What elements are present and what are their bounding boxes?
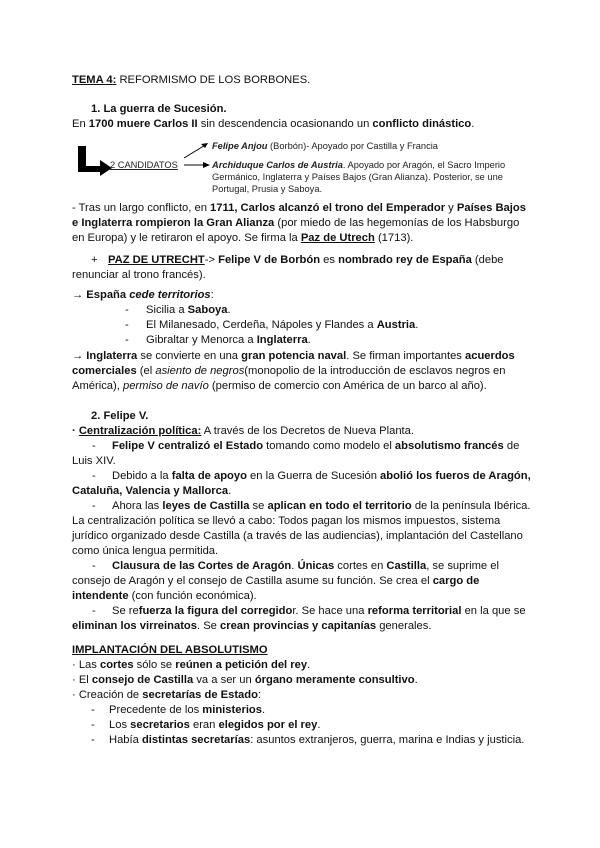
cede-item: Sicilia a Saboya. <box>146 304 231 316</box>
cede-territorios: → España cede territorios: <box>72 289 214 301</box>
absolutismo-line: · El consejo de Castilla va a ser un órgano meramente consultivo. <box>72 674 418 686</box>
section-2-heading: 2. Felipe V. <box>91 410 149 422</box>
felipe-item: - Debido a la falta de apoyo en la Guerra de Sucesión abolió los fueros de Aragón, Cataluña, Valencia y Mallorca. <box>72 470 531 497</box>
l-bracket-shape <box>78 146 112 176</box>
section-3-heading: IMPLANTACIÓN DEL ABSOLUTISMO <box>72 644 268 656</box>
cede-dash: - <box>125 334 129 346</box>
felipe-item: - Se refuerza la figura del corregidor. Se hace una reforma territorial en la que se eliminan los virreinatos. Se crean provincias y capitanías generales. <box>72 605 526 632</box>
title-label: TEMA 4 <box>72 74 113 86</box>
candidates-label: 2 CANDIDATOS <box>110 160 178 170</box>
paragraph-inglaterra: → Inglaterra se convierte en una gran potencia naval. Se firman importantes acuerdos comerciales (el asiento de negros(monopolio de la introducción de esclavos negros en América), permiso de navío (permiso de comercio con América de un barco al año). <box>72 350 515 392</box>
felipe-item: - Clausura de las Cortes de Aragón. Únicas cortes en Castilla, se suprime el consejo de Aragón y el consejo de Castilla asume su función. Se crea el cargo de intendente (con función económica). <box>72 560 499 602</box>
title-text: REFORMISMO DE LOS BORBONES. <box>116 74 311 86</box>
candidate-1: Felipe Anjou (Borbón)- Apoyado por Castilla y Francia <box>212 141 438 151</box>
candidate-2-line-2: Germánico, Inglaterra y Países Bajos (Gran Alianza). Posterior, se une <box>212 172 503 182</box>
candidate-2-line-3: Portugal, Prusia y Saboya. <box>212 184 323 194</box>
absolutismo-line: · Las cortes sólo se reúnen a petición del rey. <box>72 659 311 671</box>
section-1-heading: 1. La guerra de Sucesión. <box>91 103 227 115</box>
paragraph-utrecht: PAZ DE UTRECHT-> Felipe V de Borbón es nombrado rey de España (debe renunciar al trono francés). <box>72 254 504 281</box>
candidate-2: Archiduque Carlos de Austria. Apoyado por Aragón, el Sacro Imperio <box>212 160 506 170</box>
felipe-item: - Ahora las leyes de Castilla se aplican en todo el territorio de la península Ibérica. La centralización política se llevó a cabo: Todos pagan los mismos impuestos, sistema jurídico organizado desde Castilla (a través de las audiencias), implantación del Castellano como única lengua permitida. <box>72 500 531 557</box>
secretaria-item: Los secretarios eran elegidos por el rey. <box>109 719 321 731</box>
utrecht-bullet: + <box>91 254 98 266</box>
paragraph-alliance: - Tras un largo conflicto, en 1711, Carlos alcanzó el trono del Emperador y Países Bajos e Inglaterra rompieron la Gran Alianza (por miedo de las hegemonías de los Habsburgo en Europa) y le retiraron el apoyo. Se firma la Paz de Utrech (1713). <box>72 202 526 244</box>
cede-dash: - <box>125 304 129 316</box>
cede-item: El Milanesado, Cerdeña, Nápoles y Flandes a Austria. <box>146 319 419 331</box>
cede-item: Gibraltar y Menorca a Inglaterra. <box>146 334 311 346</box>
document-title: TEMA 4: REFORMISMO DE LOS BORBONES. <box>72 74 311 86</box>
secretaria-dash: - <box>91 719 95 731</box>
felipe-item: - Felipe V centralizó el Estado tomando como modelo el absolutismo francés de Luis XIV. <box>72 440 520 467</box>
secretaria-dash: - <box>91 704 95 716</box>
centralizacion-politica: · Centralización política: A través de los Decretos de Nueva Planta. <box>72 425 414 437</box>
absolutismo-line: · Creación de secretarías de Estado: <box>72 689 262 701</box>
arrow-right-head <box>203 162 210 168</box>
secretaria-dash: - <box>91 734 95 746</box>
secretaria-item: Precedente de los ministerios. <box>109 704 266 716</box>
cede-dash: - <box>125 319 129 331</box>
secretaria-item: Había distintas secretarías: asuntos extranjeros, guerra, marina e Indias y justicia. <box>109 734 525 746</box>
section-1-intro: En 1700 muere Carlos II sin descendencia ocasionando un conflicto dinástico. <box>72 118 475 130</box>
